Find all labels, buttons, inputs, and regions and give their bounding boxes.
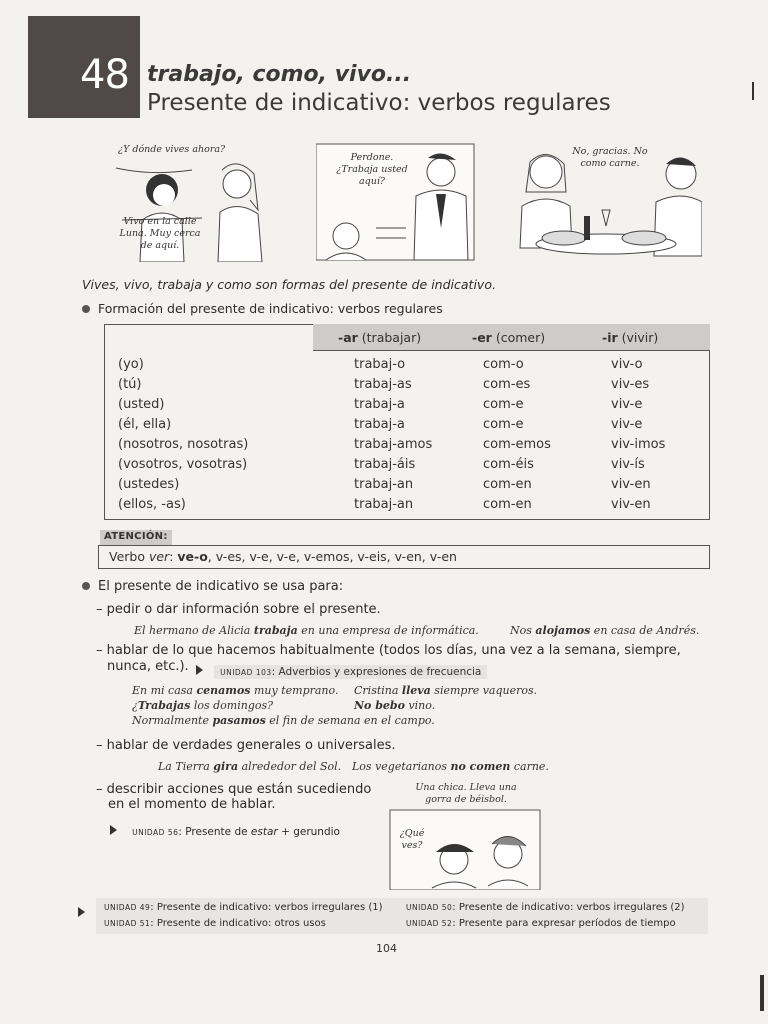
- arrow-right-icon: [196, 665, 203, 675]
- unit-number: 48: [80, 52, 129, 98]
- ir-column: [611, 355, 665, 515]
- unit-title-examples: trabajo, como, vivo...: [147, 62, 412, 87]
- speech-bubble-answer: Vivo en la calle Luna. Muy cerca de aquí.: [119, 216, 201, 251]
- use-4-cont: en el momento de hablar.: [108, 797, 276, 812]
- ir-form: viv-es: [611, 377, 650, 392]
- ir-form: viv-e: [611, 417, 643, 432]
- use-4: – describir acciones que están sucediendo: [96, 782, 372, 797]
- header-ar: -ar (trabajar): [338, 330, 422, 345]
- example: Nos alojamos en casa de Andrés.: [510, 624, 700, 637]
- er-column: [483, 355, 551, 515]
- ir-form: viv-imos: [611, 437, 666, 452]
- er-form: com-e: [483, 417, 524, 432]
- ar-form: trabaj-a: [354, 417, 405, 432]
- example: El hermano de Alicia trabaja en una empresa de informática.: [134, 624, 479, 637]
- ar-form: trabaj-a: [354, 397, 405, 412]
- bullet-icon: [82, 582, 90, 590]
- example: La Tierra gira alrededor del Sol.: [158, 760, 342, 773]
- pronoun: (usted): [118, 397, 165, 412]
- ir-form: viv-en: [611, 477, 651, 492]
- speech-bubble-answer: No, gracias. No como carne.: [572, 146, 648, 169]
- example: En mi casa cenamos muy temprano.: [132, 684, 339, 697]
- speech-bubble-answer: Una chica. Lleva una gorra de béisbol.: [415, 782, 517, 805]
- example: No bebo vino.: [354, 699, 436, 712]
- formation-heading: Formación del presente de indicativo: verbos regulares: [82, 301, 443, 316]
- bullet-icon: [82, 305, 90, 313]
- arrow-right-icon: [78, 902, 85, 921]
- er-form: com-éis: [483, 457, 534, 472]
- ir-form: viv-e: [611, 397, 643, 412]
- cartoon-ves: [388, 780, 548, 890]
- cartoon-vives: [112, 140, 272, 262]
- er-form: com-es: [483, 377, 531, 392]
- ar-column: [354, 355, 432, 515]
- page-number: 104: [376, 942, 397, 955]
- pronoun-column: [118, 355, 248, 515]
- ir-form: viv-en: [611, 497, 651, 512]
- cartoon-como: [516, 136, 702, 264]
- cross-ref[interactable]: UNIDAD 103: Adverbios y expresiones de frecuencia: [196, 660, 487, 679]
- intro-text: Vives, vivo, trabaja y como son formas del presente de indicativo.: [82, 277, 496, 292]
- speech-bubble-question: ¿Y dónde vives ahora?: [118, 144, 226, 155]
- ar-form: trabaj-áis: [354, 457, 416, 472]
- footer-ref[interactable]: UNIDAD 51: Presente de indicativo: otros usos: [104, 918, 326, 929]
- example: ¿Trabajas los domingos?: [132, 699, 274, 712]
- header-ir: -ir (vivir): [602, 330, 659, 345]
- margin-mark: [752, 82, 754, 100]
- ar-form: trabaj-an: [354, 477, 414, 492]
- cross-ref[interactable]: UNIDAD 56: Presente de estar + gerundio: [110, 820, 340, 839]
- er-form: com-o: [483, 357, 524, 372]
- uses-heading: El presente de indicativo se usa para:: [82, 579, 343, 594]
- pronoun: (él, ella): [118, 417, 172, 432]
- use-2-cont: nunca, etc.).: [107, 659, 189, 674]
- ir-form: viv-o: [611, 357, 643, 372]
- use-3: – hablar de verdades generales o universales.: [96, 738, 396, 753]
- pronoun: (ellos, -as): [118, 497, 186, 512]
- footer-ref[interactable]: UNIDAD 50: Presente de indicativo: verbos irregulares (2): [406, 902, 685, 913]
- pronoun: (tú): [118, 377, 142, 392]
- ir-form: viv-ís: [611, 457, 645, 472]
- margin-mark: [760, 975, 764, 1011]
- ar-form: trabaj-an: [354, 497, 414, 512]
- speech-bubble-question: Perdone. ¿Trabaja usted aquí?: [336, 152, 408, 187]
- ar-form: trabaj-o: [354, 357, 406, 372]
- pronoun: (yo): [118, 357, 144, 372]
- ar-form: trabaj-amos: [354, 437, 433, 452]
- er-form: com-emos: [483, 437, 551, 452]
- footer-ref[interactable]: UNIDAD 49: Presente de indicativo: verbos irregulares (1): [104, 902, 383, 913]
- pronoun: (ustedes): [118, 477, 180, 492]
- speech-bubble-question: ¿Qué ves?: [399, 828, 425, 851]
- er-form: com-en: [483, 497, 532, 512]
- arrow-right-icon: [110, 825, 117, 835]
- er-form: com-e: [483, 397, 524, 412]
- example: Cristina lleva siempre vaqueros.: [354, 684, 538, 697]
- header-er: -er (comer): [472, 330, 546, 345]
- footer-ref[interactable]: UNIDAD 52: Presente para expresar períodos de tiempo: [406, 918, 676, 929]
- example: Normalmente pasamos el fin de semana en el campo.: [132, 714, 435, 727]
- er-form: com-en: [483, 477, 532, 492]
- use-2: – hablar de lo que hacemos habitualmente (todos los días, una vez a la semana, siempre,: [96, 643, 681, 658]
- unit-title: Presente de indicativo: verbos regulares: [147, 90, 611, 116]
- attention-box: Verbo ver: ve-o, v-es, v-e, v-e, v-emos, v-eis, v-en, v-en: [98, 545, 710, 569]
- attention-label: ATENCIÓN:: [100, 530, 172, 545]
- cartoon-trabaja: [316, 138, 476, 262]
- pronoun: (vosotros, vosotras): [118, 457, 248, 472]
- pronoun: (nosotros, nosotras): [118, 437, 249, 452]
- example: Los vegetarianos no comen carne.: [352, 760, 549, 773]
- ar-form: trabaj-as: [354, 377, 412, 392]
- use-1: – pedir o dar información sobre el presente.: [96, 602, 381, 617]
